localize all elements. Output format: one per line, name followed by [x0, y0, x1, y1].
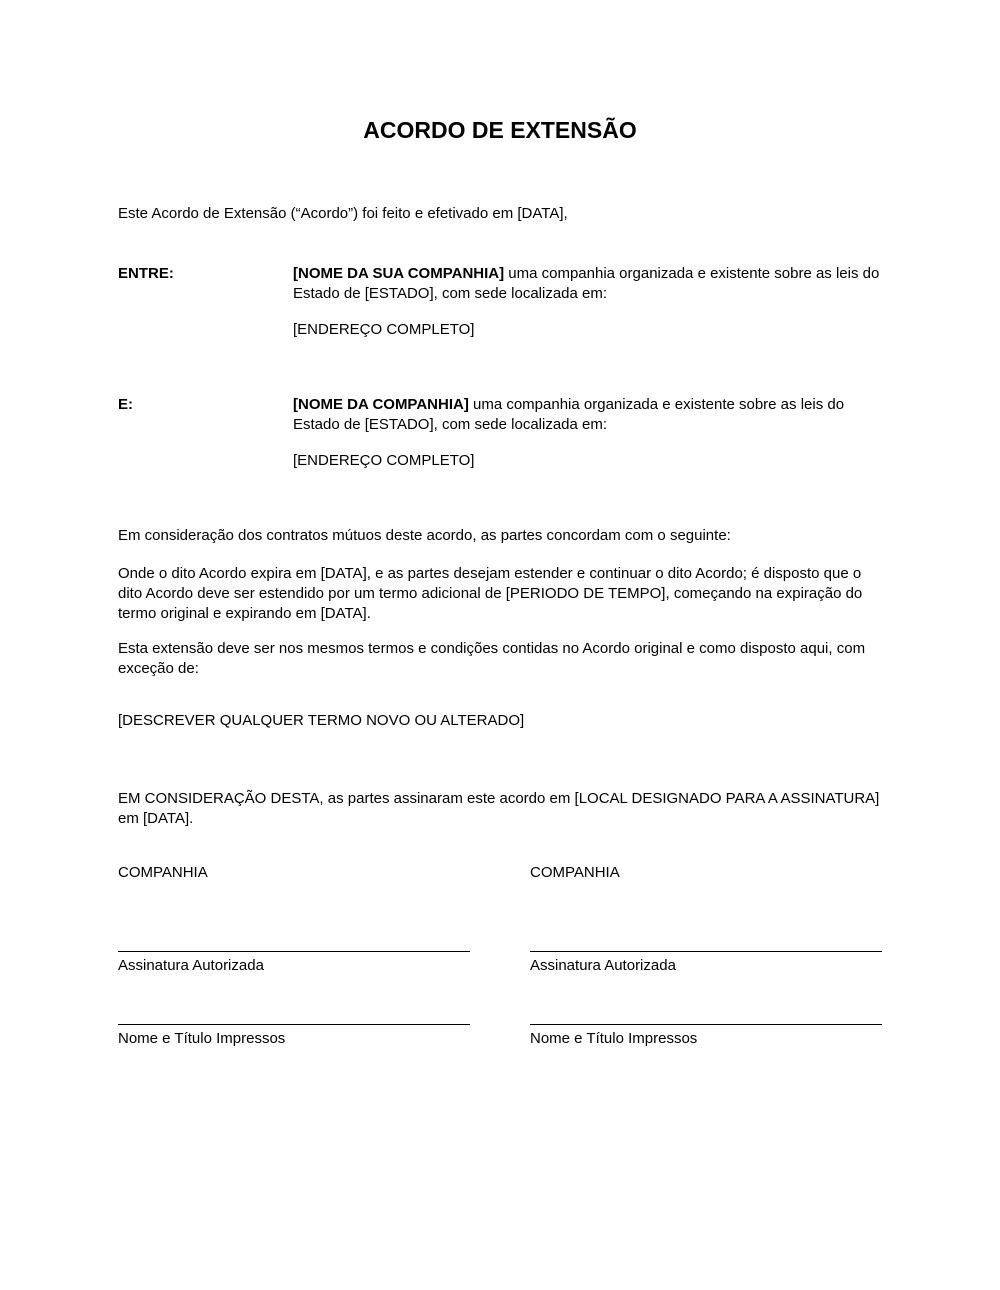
signature-label: Assinatura Autorizada: [118, 957, 264, 974]
signature-line: [118, 951, 470, 952]
party-description: [293, 264, 882, 304]
party-name-placeholder: [NOME DA SUA COMPANHIA]: [293, 265, 505, 282]
party-body: [293, 395, 882, 471]
party-description-text: uma companhia organizada e existente sobre as leis do Estado de [ESTADO], com sede localizada em:: [293, 265, 880, 302]
party-label: ENTRE:: [118, 265, 174, 282]
party-address-placeholder: [ENDEREÇO COMPLETO]: [293, 452, 475, 469]
printed-name-label: Nome e Título Impressos: [530, 1030, 698, 1047]
signature-label: Assinatura Autorizada: [530, 957, 676, 974]
signature-section: [118, 863, 882, 1049]
party-description: [293, 395, 882, 435]
party-block-and: [118, 395, 882, 471]
printed-name-line: [118, 1024, 470, 1025]
company-label: COMPANHIA: [530, 864, 620, 881]
party-block-between: [118, 264, 882, 340]
signature-column-right: [530, 863, 882, 1049]
intro-paragraph: Este Acordo de Extensão (“Acordo”) foi feito e efetivado em [DATA],: [118, 205, 568, 222]
document-title: ACORDO DE EXTENSÃO: [363, 117, 637, 143]
party-label: E:: [118, 396, 133, 413]
signature-column-left: [118, 863, 470, 1049]
consideration-paragraph: Em consideração dos contratos mútuos deste acordo, as partes concordam com o seguinte:: [118, 527, 731, 544]
party-body: [293, 264, 882, 340]
printed-name-line: [530, 1024, 882, 1025]
extension-paragraph: Onde o dito Acordo expira em [DATA], e as partes desejam estender e continuar o dito Acordo; é disposto que o dito Acordo deve ser estendido por um termo adicional de [PERIODO DE TEMPO], começando na expiração do termo original e expirando em [DATA].: [118, 565, 863, 622]
party-description-text: uma companhia organizada e existente sobre as leis do Estado de [ESTADO], com sede localizada em:: [293, 396, 845, 433]
new-terms-placeholder: [DESCREVER QUALQUER TERMO NOVO OU ALTERADO]: [118, 712, 525, 729]
witness-paragraph: EM CONSIDERAÇÃO DESTA, as partes assinaram este acordo em [LOCAL DESIGNADO PARA A ASSINATURA] em [DATA].: [118, 790, 880, 827]
printed-name-label: Nome e Título Impressos: [118, 1030, 286, 1047]
party-name-placeholder: [NOME DA COMPANHIA]: [293, 396, 469, 413]
company-label: COMPANHIA: [118, 864, 208, 881]
terms-paragraph: Esta extensão deve ser nos mesmos termos e condições contidas no Acordo original e como disposto aqui, com exceção de:: [118, 640, 866, 677]
signature-line: [530, 951, 882, 952]
party-address-placeholder: [ENDEREÇO COMPLETO]: [293, 321, 475, 338]
